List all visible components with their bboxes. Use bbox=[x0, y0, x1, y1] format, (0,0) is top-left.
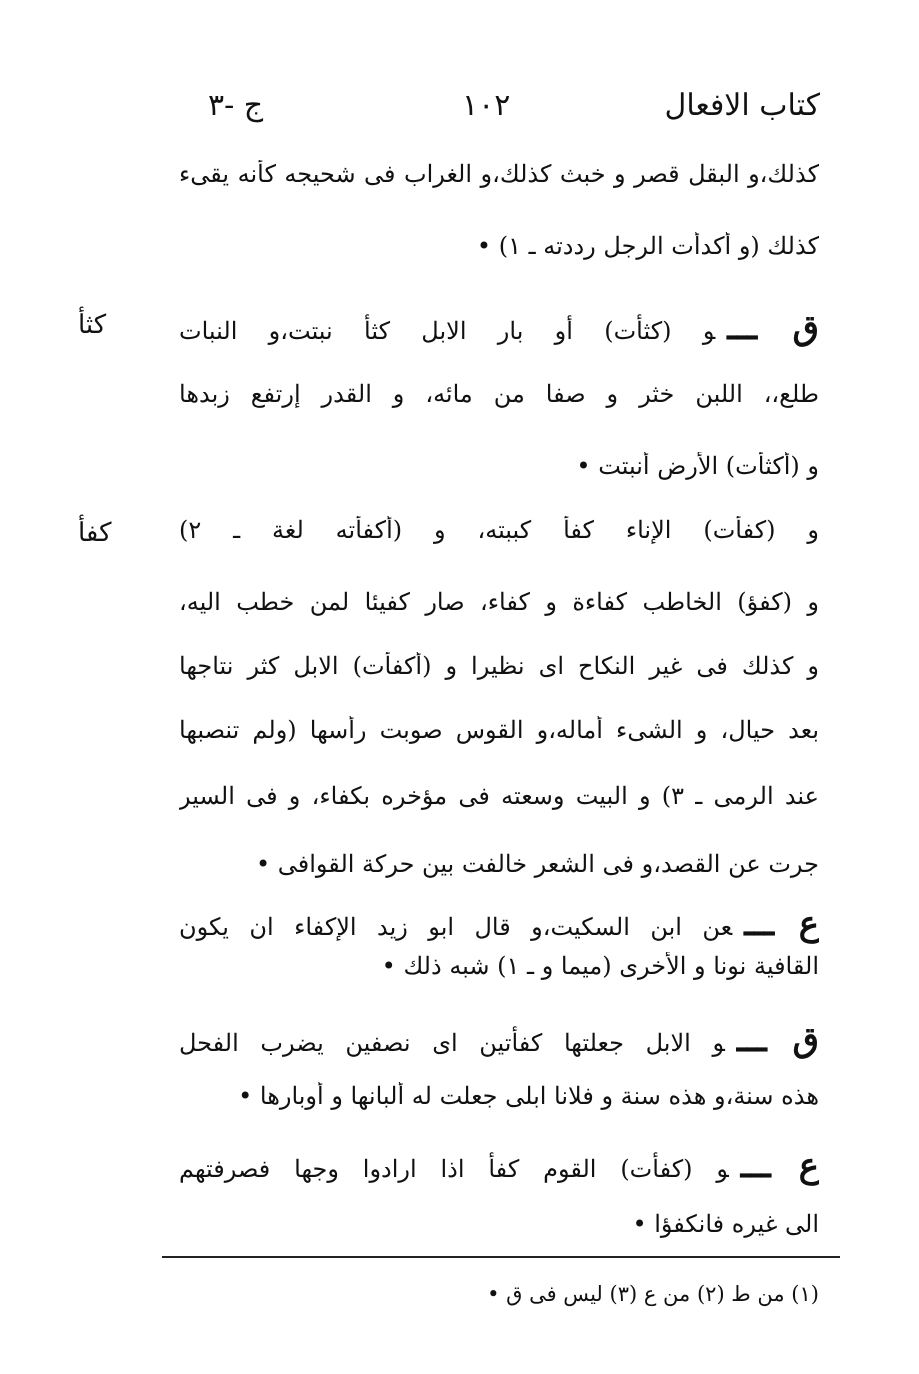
page-header bbox=[180, 88, 820, 138]
text-line-16 bbox=[179, 1146, 819, 1186]
text-line-4: طلع،، اللبن خثر و صفا من مائه، و القدر إرتفع زبدها bbox=[179, 380, 819, 408]
text-line-11: جرت عن القصد،و فى الشعر خالفت بين حركة القوافى • bbox=[255, 850, 819, 878]
text-line-15: هذه سنة،و هذه سنة و فلانا ابلى جعلت له ألبانها و أوبارها • bbox=[238, 1082, 819, 1110]
text-line-12 bbox=[179, 904, 819, 944]
book-title: كتاب الافعال bbox=[664, 88, 820, 123]
footnote: (١) من ط (٢) من ع (٣) ليس فى ق • bbox=[487, 1282, 819, 1306]
text-line-10: عند الرمى ـ ٣) و البيت وسعته فى مؤخره بكفاء، و فى السير bbox=[179, 782, 819, 810]
text-line-8: و كذلك فى غير النكاح اى نظيرا و (أكفأت) الابل كثر نتاجها bbox=[179, 652, 819, 680]
source-marker-ain: ع ـــ bbox=[740, 1146, 819, 1186]
text-line-12-body: عن ابن السكيت،و قال ابو زيد الإكفاء ان يكون bbox=[179, 913, 733, 941]
source-marker-ain: ع ـــ bbox=[744, 904, 819, 944]
text-line-9: بعد حيال، و الشىء أماله،و القوس صوبت رأسها (ولم تنصبها bbox=[179, 716, 819, 744]
volume-label: ج -٣ bbox=[208, 88, 264, 123]
footnote-divider bbox=[162, 1256, 840, 1258]
text-line-13: القافية نونا و الأخرى (ميما و ـ ١) شبه ذلك • bbox=[381, 952, 819, 980]
text-line-2: كذلك (و أكدأت الرجل رددته ـ ١) • bbox=[476, 232, 819, 260]
margin-note-kafaa: كفأ bbox=[78, 518, 112, 548]
text-line-17: الى غيره فانكفؤا • bbox=[632, 1210, 819, 1238]
text-line-16-body: و (كفأت) القوم كفأ اذا ارادوا وجها فصرفتهم bbox=[179, 1155, 729, 1183]
text-line-3 bbox=[179, 308, 819, 348]
text-line-5: و (أكثأت) الأرض أنبتت • bbox=[576, 452, 819, 480]
text-line-14 bbox=[179, 1020, 819, 1060]
text-line-7: و (كفؤ) الخاطب كفاءة و كفاء، صار كفيئا لمن خطب اليه، bbox=[179, 588, 819, 616]
text-line-1: كذلك،و البقل قصر و خبث كذلك،و الغراب فى شحيجه كأنه يقىء bbox=[179, 160, 819, 188]
text-line-6: و (كفأت) الإناء كفأ كببته، و (أكفأته لغة ـ ٢) bbox=[179, 516, 819, 544]
source-marker-qaf: ق ـــ bbox=[727, 308, 819, 348]
text-line-3-body: و (كثأت) أو بار الابل كثأ نبتت،و النبات bbox=[179, 317, 716, 345]
page-number: ١٠٢ bbox=[462, 88, 511, 123]
margin-note-kathaa: كثأ bbox=[78, 310, 107, 340]
text-line-14-body: و الابل جعلتها كفأتين اى نصفين يضرب الفحل bbox=[179, 1029, 725, 1057]
source-marker-qaf: ق ـــ bbox=[736, 1020, 819, 1060]
